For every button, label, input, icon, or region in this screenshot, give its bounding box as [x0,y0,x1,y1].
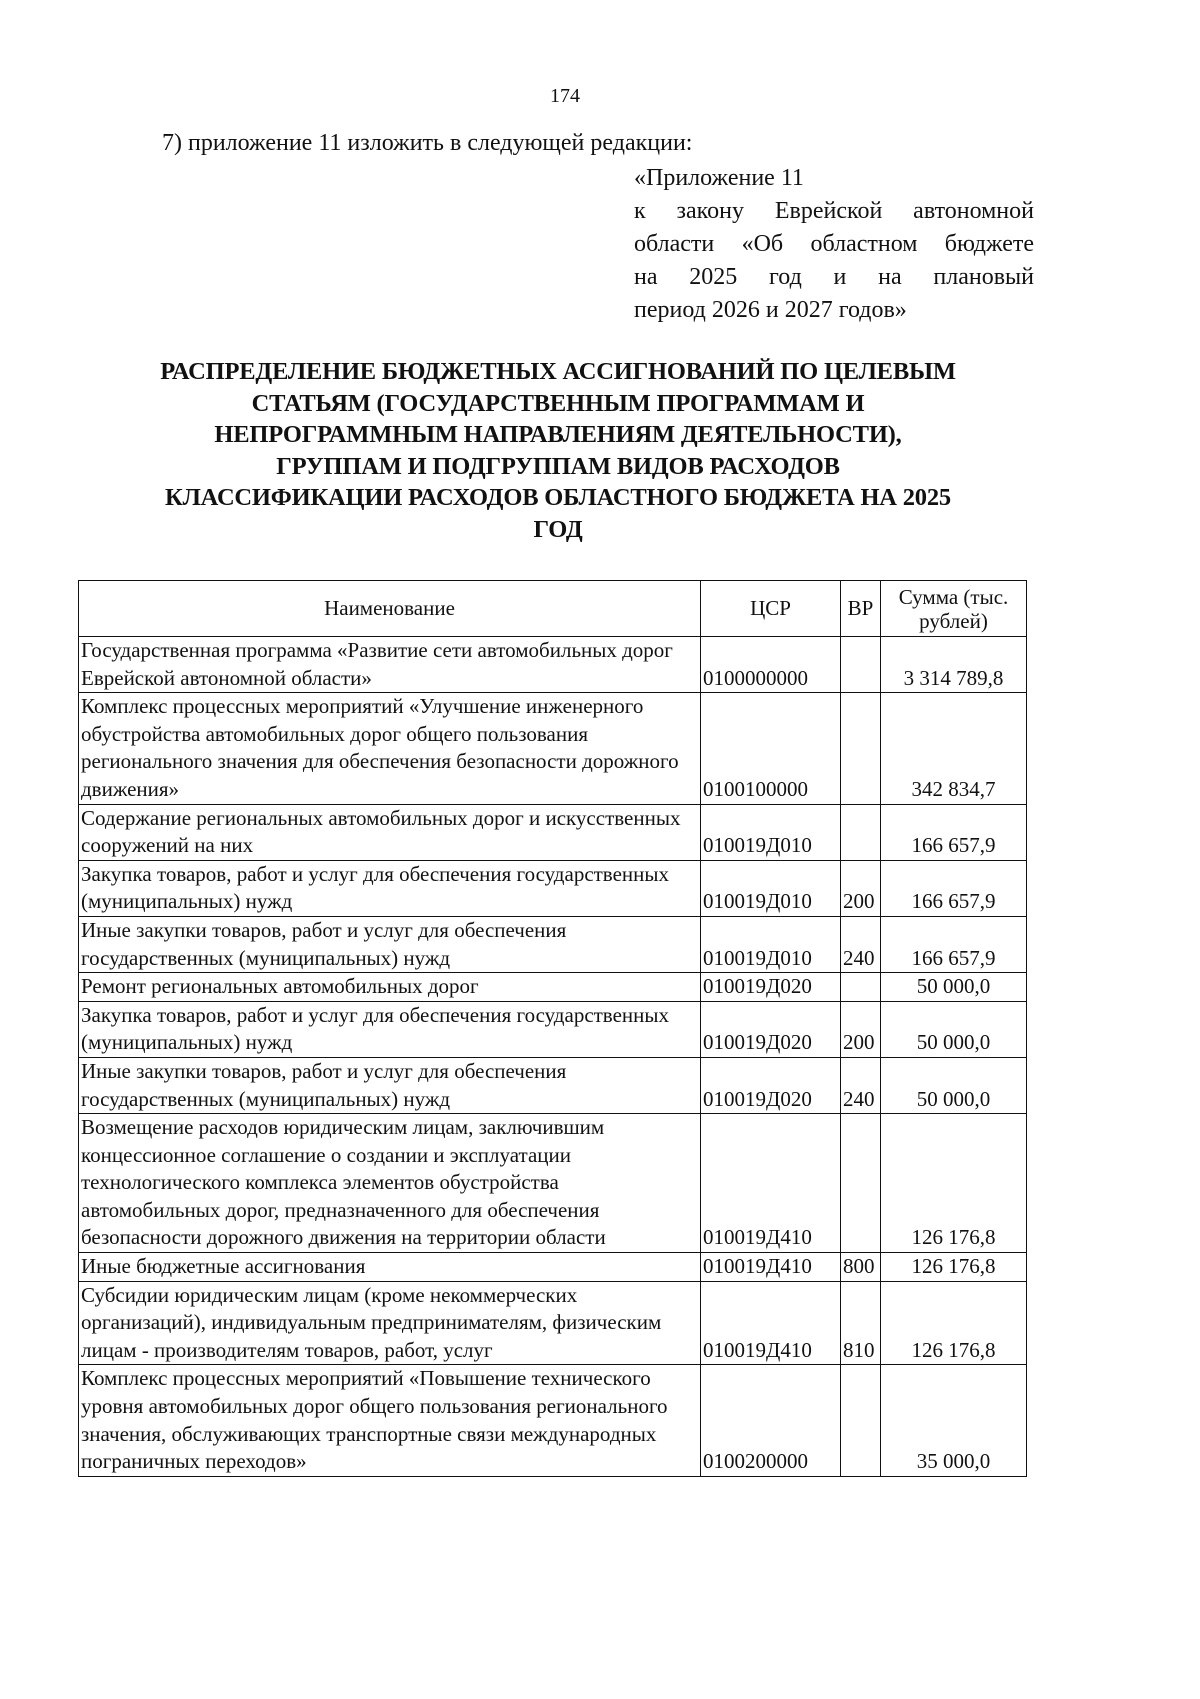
row-sum: 50 000,0 [881,1001,1027,1057]
appendix-note-line-5: период 2026 и 2027 годов» [634,297,907,323]
row-sum: 3 314 789,8 [881,637,1027,693]
row-name: Содержание региональных автомобильных дорог и искусственных сооружений на них [79,804,701,860]
row-vr: 200 [841,860,881,916]
row-vr: 810 [841,1281,881,1365]
row-csr: 010019Д010 [701,804,841,860]
row-sum: 166 657,9 [881,916,1027,972]
appendix-note [634,162,1034,327]
row-name: Закупка товаров, работ и услуг для обеспечения государственных (муниципальных) нужд [79,860,701,916]
document-title [78,356,1038,546]
table-row [79,973,1027,1002]
row-sum: 166 657,9 [881,804,1027,860]
row-name: Государственная программа «Развитие сети автомобильных дорог Еврейской автономной области» [79,637,701,693]
title-line-3: НЕПРОГРАММНЫМ НАПРАВЛЕНИЯМ ДЕЯТЕЛЬНОСТИ), [214,421,902,449]
row-name: Иные бюджетные ассигнования [79,1253,701,1282]
table-row [79,1253,1027,1282]
header-vr: ВР [841,581,881,637]
table-row [79,916,1027,972]
intro-paragraph: 7) приложение 11 изложить в следующей редакции: [162,130,693,156]
row-vr: 800 [841,1253,881,1282]
row-sum: 50 000,0 [881,1057,1027,1113]
row-csr: 010019Д410 [701,1114,841,1253]
budget-table [78,580,1027,1477]
row-sum: 126 176,8 [881,1253,1027,1282]
row-name: Ремонт региональных автомобильных дорог [79,973,701,1002]
row-vr [841,637,881,693]
row-sum: 50 000,0 [881,973,1027,1002]
row-sum: 342 834,7 [881,693,1027,804]
row-name: Иные закупки товаров, работ и услуг для обеспечения государственных (муниципальных) нужд [79,1057,701,1113]
row-csr: 010019Д020 [701,1057,841,1113]
table-row [79,1281,1027,1365]
row-sum: 166 657,9 [881,860,1027,916]
title-line-4: ГРУППАМ И ПОДГРУППАМ ВИДОВ РАСХОДОВ [276,452,840,480]
table-row [79,1114,1027,1253]
title-line-2: СТАТЬЯМ (ГОСУДАРСТВЕННЫМ ПРОГРАММАМ И [251,389,865,417]
row-vr [841,1114,881,1253]
row-vr [841,1365,881,1476]
page-number: 174 [550,85,580,107]
table-row [79,1057,1027,1113]
row-sum: 126 176,8 [881,1281,1027,1365]
table-row [79,860,1027,916]
row-vr [841,693,881,804]
row-sum: 35 000,0 [881,1365,1027,1476]
header-sum: Сумма (тыс. рублей) [881,581,1027,637]
row-vr [841,973,881,1002]
row-csr: 010019Д010 [701,860,841,916]
appendix-note-line-1: «Приложение 11 [634,165,804,191]
row-vr: 240 [841,1057,881,1113]
table-row [79,693,1027,804]
row-vr [841,804,881,860]
row-csr: 0100200000 [701,1365,841,1476]
row-name: Возмещение расходов юридическим лицам, заключившим концессионное соглашение о создании и эксплуатации технологического комплекса элементов обустройства автомобильных дорог, предназначенного для обеспечения безопасности дорожного движения на территории области [79,1114,701,1253]
title-line-1: РАСПРЕДЕЛЕНИЕ БЮДЖЕТНЫХ АССИГНОВАНИЙ ПО ЦЕЛЕВЫМ [160,358,956,385]
row-csr: 010019Д020 [701,973,841,1002]
header-csr: ЦСР [701,581,841,637]
appendix-note-line-4: на 2025 год и на плановый [634,264,1034,290]
title-line-5: КЛАССИФИКАЦИИ РАСХОДОВ ОБЛАСТНОГО БЮДЖЕТА НА 2025 [165,484,951,512]
row-vr: 200 [841,1001,881,1057]
row-name: Иные закупки товаров, работ и услуг для обеспечения государственных (муниципальных) нужд [79,916,701,972]
table-row [79,1001,1027,1057]
table-row [79,1365,1027,1476]
row-vr: 240 [841,916,881,972]
row-csr: 0100100000 [701,693,841,804]
row-sum: 126 176,8 [881,1114,1027,1253]
table-row [79,637,1027,693]
row-csr: 010019Д020 [701,1001,841,1057]
row-name: Субсидии юридическим лицам (кроме некоммерческих организаций), индивидуальным предпринимателям, физическим лицам - производителям товаров, работ, услуг [79,1281,701,1365]
row-csr: 010019Д010 [701,916,841,972]
row-csr: 010019Д410 [701,1253,841,1282]
row-name: Закупка товаров, работ и услуг для обеспечения государственных (муниципальных) нужд [79,1001,701,1057]
header-name: Наименование [79,581,701,637]
row-csr: 0100000000 [701,637,841,693]
table-row [79,804,1027,860]
appendix-note-line-3: области «Об областном бюджете [634,231,1034,257]
table-header-row [79,581,1027,637]
row-csr: 010019Д410 [701,1281,841,1365]
row-name: Комплекс процессных мероприятий «Повышение технического уровня автомобильных дорог общего пользования регионального значения, обслуживающих транспортные связи международных пограничных переходов» [79,1365,701,1476]
appendix-note-line-2: к закону Еврейской автономной [634,198,1034,224]
title-line-6: ГОД [533,515,583,543]
row-name: Комплекс процессных мероприятий «Улучшение инженерного обустройства автомобильных дорог общего пользования регионального значения для обеспечения безопасности дорожного движения» [79,693,701,804]
